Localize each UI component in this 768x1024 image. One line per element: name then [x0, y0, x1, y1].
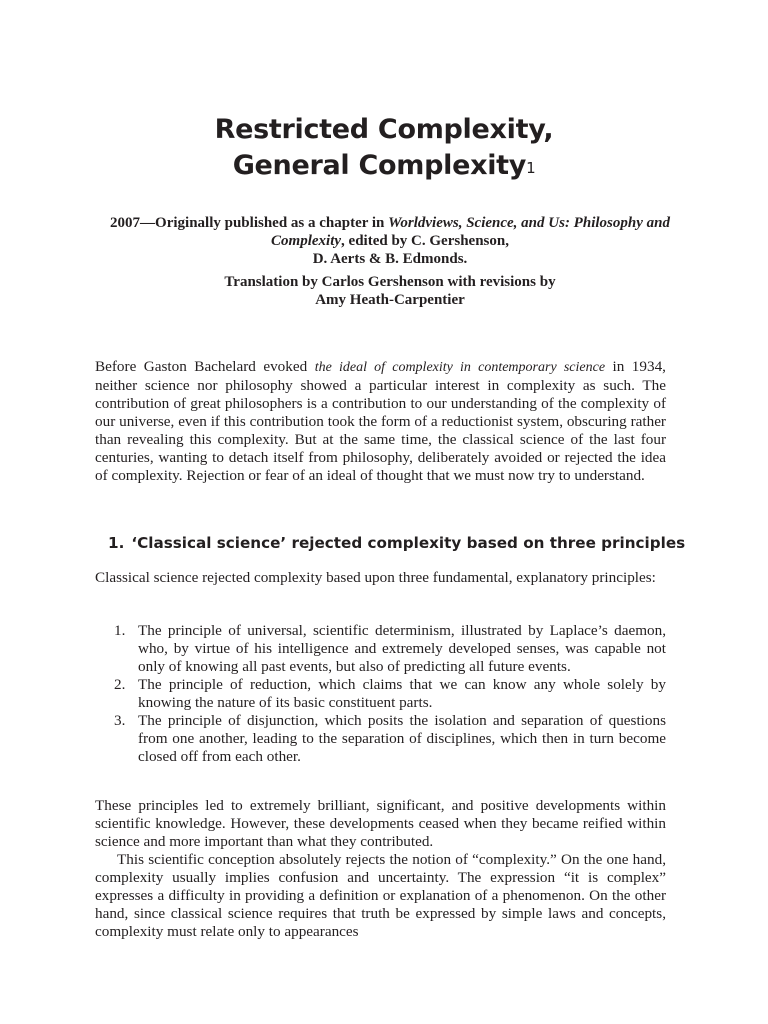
body-paragraph-1: These principles led to extremely brilliant, significant, and positive developments within scientific knowledge. However, these developments ceased when they became reified within science and more important than what they contributed.: [95, 797, 666, 850]
chapter-title: [0, 112, 768, 184]
list-item-number: 2.: [114, 676, 126, 693]
body-paragraph-2: This scientific conception absolutely rejects the notion of “complexity.” On the one hand, complexity usually implies confusion and uncertainty. The expression “it is complex” expresses a difficulty in providing a definition or explanation of a phenomenon. On the other hand, since classical science requires that truth be expressed by simple laws and concepts, complexity must relate only to appearances: [95, 851, 666, 940]
intro-paragraph: [95, 358, 666, 485]
section-heading: [108, 533, 685, 553]
section-lead-paragraph: [95, 569, 666, 587]
intro-text-after: in 1934, neither science nor philosophy showed a particular interest in complexity as such. The contribution of great philosophers is a contribution to our understanding of the complexity of our universe, even if this contribution took the form of a reductionist system, obscuring rather than revealing this complexity. But at the same time, the classical science of the last four centuries, wanting to detach itself from philosophy, deliberately avoided or rejected the idea of complexity. Rejection or fear of an ideal of thought that we must now try to understand.: [95, 358, 666, 484]
list-item-number: 1.: [114, 622, 126, 639]
section-number: 1.: [108, 534, 125, 552]
translation-note: [90, 273, 690, 309]
publication-editors: D. Aerts & B. Edmonds.: [312, 251, 468, 267]
chapter-title-line2: [0, 148, 768, 184]
chapter-title-line2-text: General Complexity: [232, 150, 527, 181]
list-item: [114, 712, 666, 766]
list-item: [114, 622, 666, 676]
book-title: Worldviews, Science, and Us: Philosophy and Complexity: [271, 215, 670, 249]
translation-line2: Amy Heath-Carpentier: [315, 292, 465, 308]
intro-italic-quote: the ideal of complexity in contemporary science: [314, 360, 606, 375]
list-item-number: 3.: [114, 712, 126, 729]
intro-text-before: Before Gaston Bachelard evoked: [95, 358, 315, 375]
publication-suffix: , edited by C. Gershenson,: [341, 233, 509, 249]
section-lead-text: Classical science rejected complexity based upon three fundamental, explanatory principles:: [95, 569, 656, 586]
section-heading-text: ‘Classical science’ rejected complexity based on three principles: [131, 534, 686, 552]
list-item-text: The principle of reduction, which claims that we can know any whole solely by knowing the nature of its basic constituent parts.: [138, 676, 666, 711]
publication-prefix: 2007—Originally published as a chapter in: [110, 215, 389, 231]
list-item: [114, 676, 666, 712]
principles-list: [114, 622, 666, 766]
translation-line1: Translation by Carlos Gershenson with revisions by: [224, 274, 556, 290]
body-paragraphs: [95, 797, 666, 941]
title-footnote-marker[interactable]: 1: [526, 159, 536, 177]
list-item-text: The principle of disjunction, which posits the isolation and separation of questions from one another, leading to the separation of disciplines, which then in turn become closed off from each other.: [138, 712, 666, 765]
chapter-title-line1: Restricted Complexity,: [214, 114, 554, 145]
list-item-text: The principle of universal, scientific determinism, illustrated by Laplace’s daemon, who, by virtue of his intelligence and extremely developed senses, was capable not only of knowing all past events, but also of predicting all future events.: [138, 622, 666, 675]
publication-note: [90, 214, 690, 268]
